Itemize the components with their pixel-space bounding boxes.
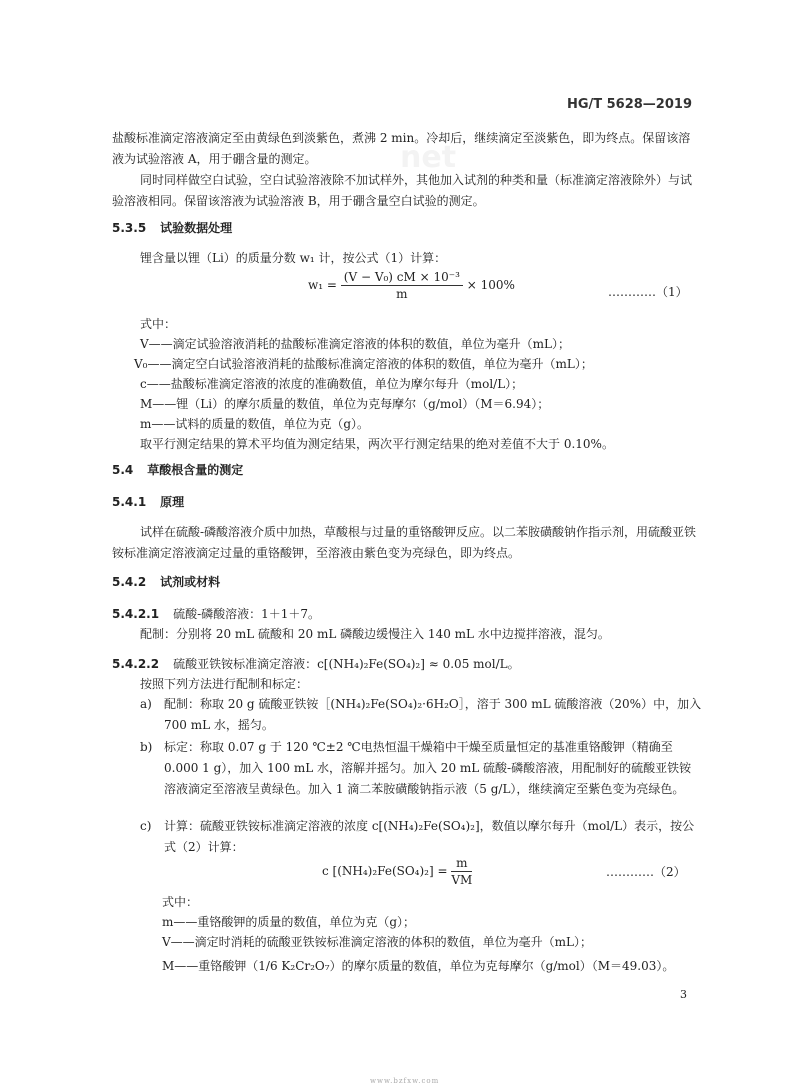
- clause-5-4-2-2: [112, 654, 520, 674]
- footer-mark: www.bzfxw.com: [370, 1077, 440, 1085]
- paragraph-blank-test: 同时同样做空白试验，空白试验溶液除不加试样外，其他加入试剂的种类和量（标准滴定溶液除外）与试验溶液相同。保留该溶液为试验溶液 B，用于硼含量空白试验的测定。: [112, 173, 693, 208]
- list-item-text: 配制：称取 20 g 硫酸亚铁铵［(NH₄)₂Fe(SO₄)₂·6H₂O］，溶于 300 mL 硫酸溶液（20%）中，加入 700 mL 水，摇匀。: [164, 697, 702, 732]
- formula-denominator: VM: [451, 873, 473, 887]
- section-heading-5-3-5: [112, 218, 232, 238]
- formula-2: [322, 856, 472, 887]
- variable-V: V——滴定时消耗的硫酸亚铁铵标准滴定溶液的体积的数值，单位为毫升（mL）；: [162, 935, 593, 949]
- principle-text: 试样在硫酸-磷酸溶液介质中加热，草酸根与过量的重铬酸钾反应。以二苯胺磺酸钠作指示剂，用硫酸亚铁铵标准滴定溶液滴定过量的重铬酸钾，至溶液由紫色变为亮绿色，即为终点。: [112, 525, 697, 560]
- prep-text: 配制：分别将 20 mL 硫酸和 20 mL 磷酸边缓慢注入 140 mL 水中边搅拌溶液，混匀。: [140, 627, 610, 641]
- result-note: 取平行测定结果的算术平均值为测定结果，两次平行测定结果的绝对差值不大于 0.10%。: [140, 437, 614, 451]
- section-number: 5.4.1: [112, 495, 147, 509]
- variable-V0: V₀——滴定空白试验溶液消耗的盐酸标准滴定溶液的体积的数值，单位为毫升（mL）；: [134, 357, 593, 371]
- list-item-b: [140, 737, 702, 800]
- section-title: 试验数据处理: [160, 221, 233, 235]
- list-item-text: 标定：称取 0.07 g 于 120 ℃±2 ℃电热恒温干燥箱中干燥至质量恒定的基准重铬酸钾（精确至 0.000 1 g），加入 100 mL 水，溶解并摇匀。加入 20 mL 硫酸-磷酸溶液，用配制好的硫酸亚铁铵溶液滴定至溶液呈黄绿色。加入 1 滴二苯胺磺酸钠指示液（5 g/L），继续滴定至紫色变为亮绿色。: [164, 740, 692, 796]
- formula-fraction: [341, 270, 463, 301]
- variable-V: V——滴定试验溶液消耗的盐酸标准滴定溶液的体积的数值，单位为毫升（mL）；: [140, 337, 571, 351]
- where-label: 式中：: [140, 317, 177, 331]
- watermark: net: [400, 140, 457, 175]
- variable-m: m——试料的质量的数值，单位为克（g）。: [140, 417, 370, 431]
- section-number: 5.4.2: [112, 575, 147, 589]
- clause-number: 5.4.2.2: [112, 657, 160, 671]
- formula-fraction: [451, 856, 472, 887]
- clause-title: 硫酸亚铁铵标准滴定溶液：c[(NH₄)₂Fe(SO₄)₂] ≈ 0.05 mol/L。: [173, 657, 520, 671]
- page-number: 3: [680, 988, 687, 1001]
- section-heading-5-4-2: [112, 572, 220, 592]
- list-marker: b): [140, 740, 153, 754]
- variable-M: M——重铬酸钾（1/6 K₂Cr₂O₇）的摩尔质量的数值，单位为克每摩尔（g/mol）（M＝49.03）。: [162, 959, 675, 973]
- formula-1: [308, 270, 515, 301]
- section-number: 5.3.5: [112, 221, 147, 235]
- variable-M: M——锂（Li）的摩尔质量的数值，单位为克每摩尔（g/mol）（M＝6.94）；: [140, 397, 550, 411]
- method-intro: 按照下列方法进行配制和标定：: [140, 677, 309, 691]
- clause-number: 5.4.2.1: [112, 607, 160, 621]
- where-label: 式中：: [162, 895, 199, 909]
- variable-m: m——重铬酸钾的质量的数值，单位为克（g）；: [162, 915, 416, 929]
- list-item-c: [140, 816, 702, 858]
- section-heading-5-4-1: [112, 492, 184, 512]
- equation-number-2: …………（2）: [606, 865, 686, 879]
- list-marker: a): [140, 697, 152, 711]
- formula-numerator: (V − V₀) cM × 10⁻³: [341, 270, 463, 286]
- equation-number-1: …………（1）: [608, 285, 688, 299]
- section-title: 草酸根含量的测定: [147, 463, 244, 477]
- section-number: 5.4: [112, 463, 134, 477]
- clause-5-4-2-1: [112, 604, 320, 624]
- paragraph-titration-end: 盐酸标准滴定溶液滴定至由黄绿色到淡紫色，煮沸 2 min。冷却后，继续滴定至淡紫色，即为终点。保留该溶液为试验溶液 A，用于硼含量的测定。: [112, 131, 691, 166]
- list-item-a: [140, 694, 702, 736]
- formula-intro: 锂含量以锂（Li）的质量分数 w₁ 计，按公式（1）计算：: [140, 251, 447, 265]
- variable-c: c——盐酸标准滴定溶液的浓度的准确数值，单位为摩尔每升（mol/L）；: [140, 377, 524, 391]
- clause-title: 硫酸-磷酸溶液：1＋1＋7。: [173, 607, 321, 621]
- list-item-text: 计算：硫酸亚铁铵标准滴定溶液的浓度 c[(NH₄)₂Fe(SO₄)₂]，数值以摩尔每升（mol/L）表示，按公式（2）计算：: [164, 819, 695, 854]
- section-heading-5-4: [112, 460, 243, 480]
- formula-numerator: m: [451, 856, 472, 872]
- standard-code: HG/T 5628—2019: [566, 97, 692, 112]
- formula-denominator: m: [396, 287, 408, 301]
- formula-lhs: w₁ =: [308, 278, 337, 292]
- list-marker: c): [140, 819, 152, 833]
- section-title: 原理: [160, 495, 185, 509]
- section-title: 试剂或材料: [160, 575, 221, 589]
- formula-tail: × 100%: [466, 278, 515, 292]
- formula-lhs: c [(NH₄)₂Fe(SO₄)₂] =: [322, 864, 448, 878]
